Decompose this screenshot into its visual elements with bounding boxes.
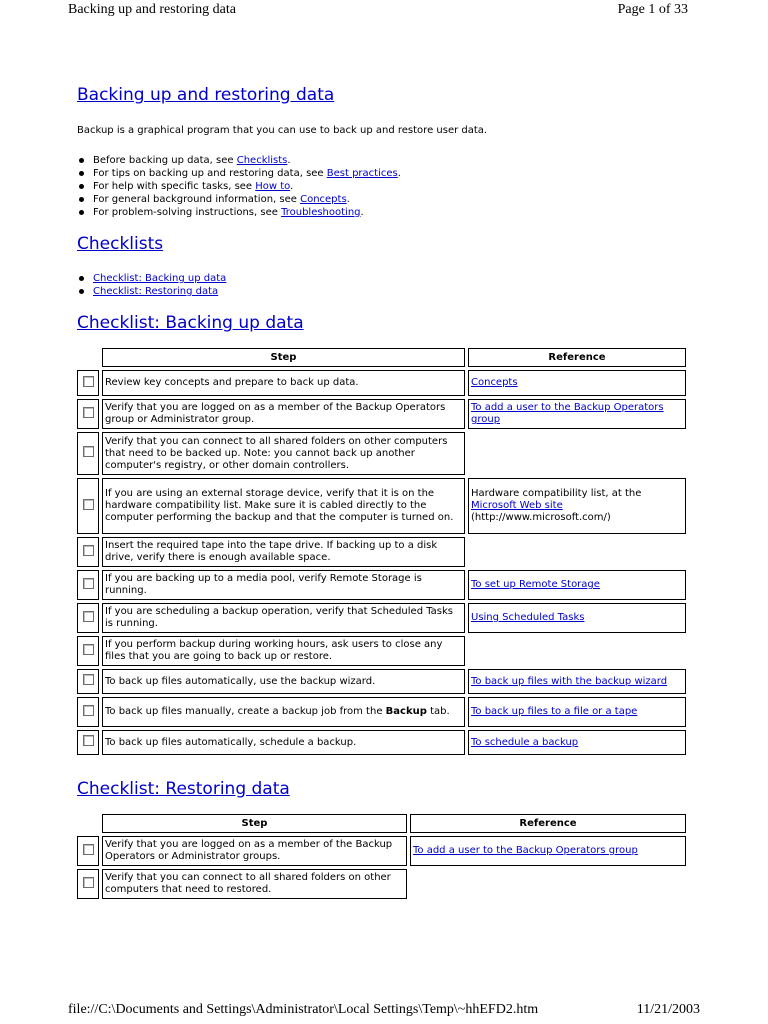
intro-text: Backup is a graphical program that you can use to back up and restore user data. — [77, 125, 488, 136]
document-body — [77, 84, 697, 902]
list-item: For tips on backing up and restoring data, see Best practices. — [77, 167, 697, 180]
reference-link[interactable]: Microsoft Web site — [471, 500, 563, 511]
step-checkbox[interactable] — [83, 545, 94, 556]
list-item: For general background information, see Concepts. — [77, 193, 697, 206]
backup-checklist-heading[interactable]: Checklist: Backing up data — [77, 313, 304, 333]
reference-cell — [468, 399, 686, 429]
list-item — [77, 285, 697, 298]
restore-checklist-table — [74, 811, 689, 902]
reference-link[interactable]: Concepts — [471, 377, 518, 388]
reference-link[interactable]: To add a user to the Backup Operators group — [471, 402, 664, 425]
reference-link[interactable]: Using Scheduled Tasks — [471, 612, 585, 623]
table-row — [77, 537, 686, 567]
checklists-heading[interactable]: Checklists — [77, 234, 164, 254]
link-concepts[interactable]: Concepts — [300, 194, 347, 205]
step-cell: If you perform backup during working hours, ask users to close any files that you are going to back up or restore. — [102, 636, 465, 666]
step-checkbox[interactable] — [83, 499, 94, 510]
step-cell: Review key concepts and prepare to back up data. — [102, 370, 465, 396]
step-cell: If you are scheduling a backup operation, verify that Scheduled Tasks is running. — [102, 603, 465, 633]
step-cell: To back up files automatically, schedule a backup. — [102, 730, 465, 755]
intro-bullets — [77, 154, 697, 219]
step-cell: Verify that you are logged on as a member of the Backup Operators group or Administrator group. — [102, 399, 465, 429]
list-item — [77, 272, 697, 285]
checklists-links — [77, 272, 697, 298]
step-checkbox[interactable] — [83, 705, 94, 716]
step-cell: If you are using an external storage device, verify that it is on the hardware compatibility list. Make sure it is cabled directly to the computer performing the backup and that the computer is turned on. — [102, 478, 465, 534]
step-cell: To back up files automatically, use the backup wizard. — [102, 669, 465, 694]
reference-column-header: Reference — [410, 814, 686, 833]
link-troubleshooting[interactable]: Troubleshooting — [281, 207, 361, 218]
reference-link[interactable]: To set up Remote Storage — [471, 579, 600, 590]
step-cell: To back up files manually, create a backup job from the Backup tab. — [102, 697, 465, 727]
print-header-page: Page 1 of 33 — [617, 2, 688, 17]
step-checkbox[interactable] — [83, 578, 94, 589]
table-row — [77, 730, 686, 755]
table-row — [77, 836, 686, 866]
step-checkbox[interactable] — [83, 407, 94, 418]
backup-checklist-table — [74, 345, 689, 758]
reference-link[interactable]: To add a user to the Backup Operators group — [413, 845, 638, 856]
table-row — [77, 570, 686, 600]
table-row — [77, 603, 686, 633]
step-checkbox[interactable] — [83, 376, 94, 387]
reference-link[interactable]: To schedule a backup — [471, 736, 579, 748]
table-row — [77, 869, 686, 899]
step-checkbox[interactable] — [83, 611, 94, 622]
page-title[interactable]: Backing up and restoring data — [77, 85, 335, 105]
print-footer — [68, 1000, 700, 1020]
print-header-title: Backing up and restoring data — [68, 2, 236, 17]
reference-cell — [468, 669, 686, 694]
link-checklist-backing-up[interactable]: Checklist: Backing up data — [93, 273, 227, 284]
reference-cell — [468, 370, 686, 396]
list-item: For help with specific tasks, see How to. — [77, 180, 697, 193]
step-checkbox[interactable] — [83, 674, 94, 685]
step-column-header: Step — [102, 814, 407, 833]
link-how-to[interactable]: How to — [255, 181, 291, 192]
print-header — [68, 0, 688, 22]
table-row — [77, 636, 686, 666]
reference-link[interactable]: To back up files with the backup wizard — [471, 675, 668, 687]
link-checklists[interactable]: Checklists — [236, 155, 288, 166]
reference-column-header: Reference — [468, 348, 686, 367]
reference-cell — [468, 603, 686, 633]
link-best-practices[interactable]: Best practices — [326, 168, 398, 179]
reference-link[interactable]: To back up files to a file or a tape — [471, 706, 638, 717]
print-footer-path: file://C:\Documents and Settings\Administrator\Local Settings\Temp\~hhEFD2.htm — [68, 1002, 539, 1017]
table-header-row — [77, 814, 686, 833]
table-row — [77, 370, 686, 396]
table-row — [77, 432, 686, 475]
step-cell: If you are backing up to a media pool, verify Remote Storage is running. — [102, 570, 465, 600]
table-row — [77, 478, 686, 534]
restore-checklist-heading[interactable]: Checklist: Restoring data — [77, 779, 290, 799]
reference-cell: Hardware compatibility list, at the Microsoft Web site (http://www.microsoft.com/) — [468, 478, 686, 534]
list-item: For problem-solving instructions, see Troubleshooting. — [77, 206, 697, 219]
step-checkbox[interactable] — [83, 644, 94, 655]
reference-cell — [468, 570, 686, 600]
step-checkbox[interactable] — [83, 735, 94, 746]
step-checkbox[interactable] — [83, 877, 94, 888]
table-row — [77, 399, 686, 429]
step-cell: Verify that you are logged on as a member of the Backup Operators or Administrator groups. — [102, 836, 407, 866]
step-cell: Verify that you can connect to all shared folders on other computers that need to be backed up. Note: you cannot back up another computer's registry, or other domain controllers. — [102, 432, 465, 475]
step-checkbox[interactable] — [83, 446, 94, 457]
table-row — [77, 697, 686, 727]
print-footer-date: 11/21/2003 — [636, 1002, 700, 1017]
list-item: Before backing up data, see Checklists. — [77, 154, 697, 167]
table-row — [77, 669, 686, 694]
reference-cell — [468, 697, 686, 727]
link-checklist-restoring[interactable]: Checklist: Restoring data — [93, 286, 219, 297]
step-cell: Insert the required tape into the tape drive. If backing up to a disk drive, verify there is enough available space. — [102, 537, 465, 567]
reference-cell — [410, 836, 686, 866]
table-header-row — [77, 348, 686, 367]
step-column-header: Step — [102, 348, 465, 367]
step-cell: Verify that you can connect to all shared folders on other computers that need to restored. — [102, 869, 407, 899]
step-checkbox[interactable] — [83, 844, 94, 855]
reference-cell — [468, 730, 686, 755]
